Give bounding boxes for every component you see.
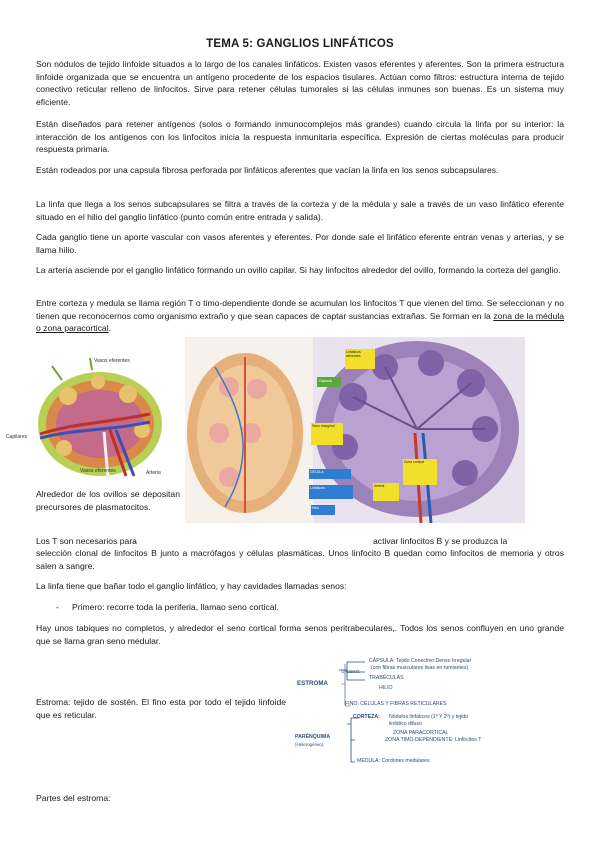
paracortical-link: zona de la médula o zona paracortical: [36, 310, 565, 334]
paragraph-artery: La arteria asciende por el ganglio linfático formando un ovillo capilar. Si hay linfocitos alrededor del ovillo, formando la corteza del ganglio.: [36, 265, 561, 275]
paragraph-lymph-flow: La linfa que llega a los senos subcapsulares se filtra a través de la corteza y de la médula y sale a través de un vaso linfático eferente situado en el hilio del ganglio linfático (punto común entre entrada y salida).: [36, 199, 564, 222]
schema-medula: MÉDULA: Cordones medulares: [357, 758, 430, 764]
paragraph-t-cells-b: activar linfocitos B y se produzca la: [373, 536, 508, 546]
paragraph-antigens: Están diseñados para retener antígenos (solos o formando inmunocomplejos más grandes) cuando circula la linfa por su interior: la interacción de los antígenos con los linfocitos inicia la respuesta inmunitaria específica. Expresión de ciertas moléculas para producir respuesta primaria.: [36, 119, 564, 155]
schema-capsula-2: (con fibras musculares lisas en rumiantes): [371, 665, 469, 671]
schema-heterogeneo: (Heterogéneo): [295, 742, 324, 747]
label-capilares: Capilares: [6, 434, 28, 440]
schema-hilio: HILIO: [379, 685, 393, 691]
schema-estroma: ESTROMA: [297, 680, 328, 687]
paragraph-intro: Son nódulos de tejido linfoide situados a lo largo de los canales linfáticos. Existen vasos eferentes y aferentes. Son la primera estructura linfoide organizada que se encuentra un antígeno procedente de los espacios tisulares. Actúan como filtros: estructura interna de tejido conectivo reticular relleno de linfocitos. Sirve para retener células tumorales si las células inmunes son buenas. Es un sistema muy eficiente.: [36, 59, 564, 107]
label-arteria-right: Arteria: [373, 483, 399, 501]
paragraph-plasmatocitos: Alrededor de los ovillos se depositan precursores de plasmatocitos.: [36, 489, 180, 512]
paragraph-vascular: Cada ganglio tiene un aporte vascular con vasos aferentes y eferentes. Por donde sale el linfático eferente entran venas y arterias, y se llama hilio.: [36, 232, 564, 255]
schema-corteza: CORTEZA:: [353, 714, 380, 720]
schema-nodulos-2: linfático difuso: [389, 721, 422, 727]
label-linfaticos: Linfáticos: [309, 485, 353, 499]
estroma-schema: [289, 654, 529, 772]
label-capsula: Cápsula: [319, 379, 332, 383]
schema-capsula: CÁPSULA: Tejido Conectivo Denso Irregular: [369, 658, 472, 664]
lymph-node-drawing: [0, 352, 182, 486]
paragraph-t-cells-c: selección clonal de linfocitos B junto a macrófagos y células plasmáticas. Unos linfocito B quedan como linfocitos de memoria y otros salen a sangre.: [36, 548, 564, 571]
label-linfaticos-aferentes: Linfáticos aferentes: [345, 349, 375, 369]
bullet-primero: Primero: recorre toda la periferia, llamao seno cortical.: [72, 602, 279, 612]
schema-parenquima: PARÉNQUIMA: [295, 734, 331, 740]
schema-fino: FINO: CÉLULAS Y FIBRAS RETICULARES: [345, 701, 447, 707]
lymph-node-illustration: [0, 352, 182, 486]
schema-lines: [289, 654, 529, 772]
schema-grueso: GRUESO:: [341, 669, 361, 674]
paragraph-region-t: [36, 297, 564, 335]
paragraph-partes-estroma: Partes del estroma:: [36, 793, 111, 803]
paragraph-tabiques: Hay unos tabiques no completos, y alrededor el seno cortical forma senos peritrabeculares,. Todos los senos confluyen en uno grande que se llama gran seno medular.: [36, 623, 564, 646]
bullet-dash: -: [56, 602, 59, 612]
schema-timo: ZONA TIMO-DEPENDIENTE: Linfocitos T: [385, 737, 482, 743]
region-t-end: .: [108, 323, 112, 334]
label-vasos-eferentes-top: Vasos eferentes: [94, 358, 130, 364]
label-arteria: Arteria: [146, 470, 161, 476]
label-vasos-eferentes-bottom: Vasos eferentes: [80, 468, 116, 474]
paragraph-t-cells-a: Los T son necesarios para: [36, 536, 137, 546]
schema-trabeculas: TRABÉCULAS: [369, 675, 404, 681]
paragraph-estroma: Estroma: tejido de sostén. El fino esta por todo el tejido linfoide que es reticular.: [36, 697, 286, 720]
paragraph-capsule: Están rodeados por una capsula fibrosa perforada por linfáticos aferentes que vacían la linfa en los senos subcapsulares.: [36, 165, 499, 175]
label-seno-marginal: Seno marginal: [311, 423, 343, 445]
paragraph-senos: La linfa tiene que bañar todo el ganglio linfático, y hay cavidades llamadas senos:: [36, 581, 347, 591]
region-t-text: Entre corteza y medula se llama región T o timo-dependiente donde se acumulan los linfocitos T que vienen del timo. Se seleccionan y no tienen que reconocernos como organismo extraño y que sean capaces de captar sustancias extrañas. Se forman en la: [36, 298, 564, 321]
page-title: TEMA 5: GANGLIOS LINFÁTICOS: [206, 38, 394, 50]
schema-paracortical: ZONA PARACORTICAL: [393, 730, 449, 736]
schema-nodulos: Nódulos linfáticos (1º Y 2º) y tejido: [389, 714, 469, 720]
label-hilio: Hilio: [311, 505, 335, 515]
lymph-node-micrograph: [185, 337, 525, 523]
label-zona-cortical: Zona cortical: [403, 459, 437, 485]
label-celula: CÉLULA: [309, 469, 351, 479]
